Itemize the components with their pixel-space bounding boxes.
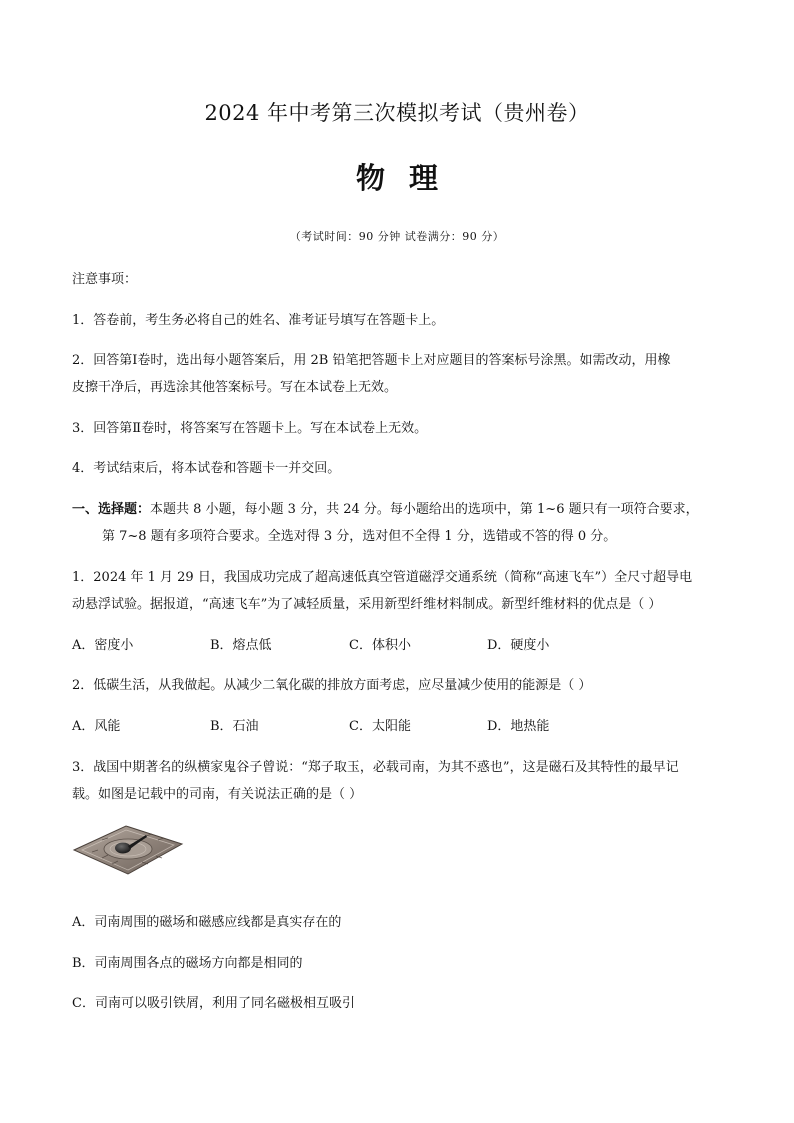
q3-option-b: B．司南周围各点的磁场方向都是相同的: [72, 956, 303, 971]
q2-option-c: C．太阳能: [349, 719, 411, 734]
sinan-compass-icon: [72, 822, 184, 876]
notice-heading: 注意事项：: [72, 272, 138, 287]
notice-item-1: 1．答卷前，考生务必将自己的姓名、准考证号填写在答题卡上。: [72, 313, 445, 328]
q2-option-d: D．地热能: [487, 719, 550, 734]
notice-item-2-line-1: 2．回答第Ⅰ卷时，选出每小题答案后，用 2B 铅笔把答题卡上对应题目的答案标号涂黑。如需改动，用橡: [72, 353, 671, 368]
q3-option-c: C．司南可以吸引铁屑，利用了同名磁极相互吸引: [72, 996, 355, 1011]
section-1-line-1: [72, 502, 699, 518]
q1-option-b: B．熔点低: [210, 638, 272, 653]
notice-item-4: 4．考试结束后，将本试卷和答题卡一并交回。: [72, 461, 341, 476]
exam-info: （考试时间：90 分钟 试卷满分：90 分）: [289, 230, 505, 243]
notice-item-3: 3．回答第Ⅱ卷时，将答案写在答题卡上。写在本试卷上无效。: [72, 421, 428, 436]
section-1-instructions: 本题共 8 小题，每小题 3 分，共 24 分。每小题给出的选项中，第 1~6 题只有一项符合要求，: [150, 502, 699, 517]
paper-title: 2024 年中考第三次模拟考试（贵州卷）: [204, 101, 590, 125]
q1-option-c: C．体积小: [349, 638, 411, 653]
q2-stem: 2．低碳生活，从我做起。从减少二氧化碳的排放方面考虑，应尽量减少使用的能源是（ ）: [72, 678, 592, 693]
subject-title: 物理: [355, 161, 462, 195]
q3-option-a: A．司南周围的磁场和磁感应线都是真实存在的: [72, 915, 342, 930]
q2-option-b: B．石油: [210, 719, 259, 734]
q1-option-a: A．密度小: [72, 638, 134, 653]
q3-stem-line-2: 载。如图是记载中的司南，有关说法正确的是（ ）: [72, 787, 363, 802]
q1-stem-line-1: 1．2024 年 1 月 29 日，我国成功完成了超高速低真空管道磁浮交通系统（简称“高速飞车”）全尺寸超导电: [72, 570, 693, 585]
section-1-label: 一、选择题：: [72, 502, 151, 517]
notice-item-2-line-2: 皮擦干净后，再选涂其他答案标号。写在本试卷上无效。: [72, 380, 398, 395]
q1-stem-line-2: 动悬浮试验。据报道，“高速飞车”为了减轻质量，采用新型纤维材料制成。新型纤维材料的优点是（ ）: [72, 597, 662, 612]
section-1-line-2: 第 7~8 题有多项符合要求。全选对得 3 分，选对但不全得 1 分，选错或不答的得 0 分。: [102, 529, 617, 544]
q1-option-d: D．硬度小: [487, 638, 550, 653]
q3-stem-line-1: 3．战国中期著名的纵横家鬼谷子曾说：“郑子取玉，必载司南，为其不惑也”，这是磁石及其特性的最早记: [72, 760, 679, 775]
q2-option-a: A．风能: [72, 719, 121, 734]
